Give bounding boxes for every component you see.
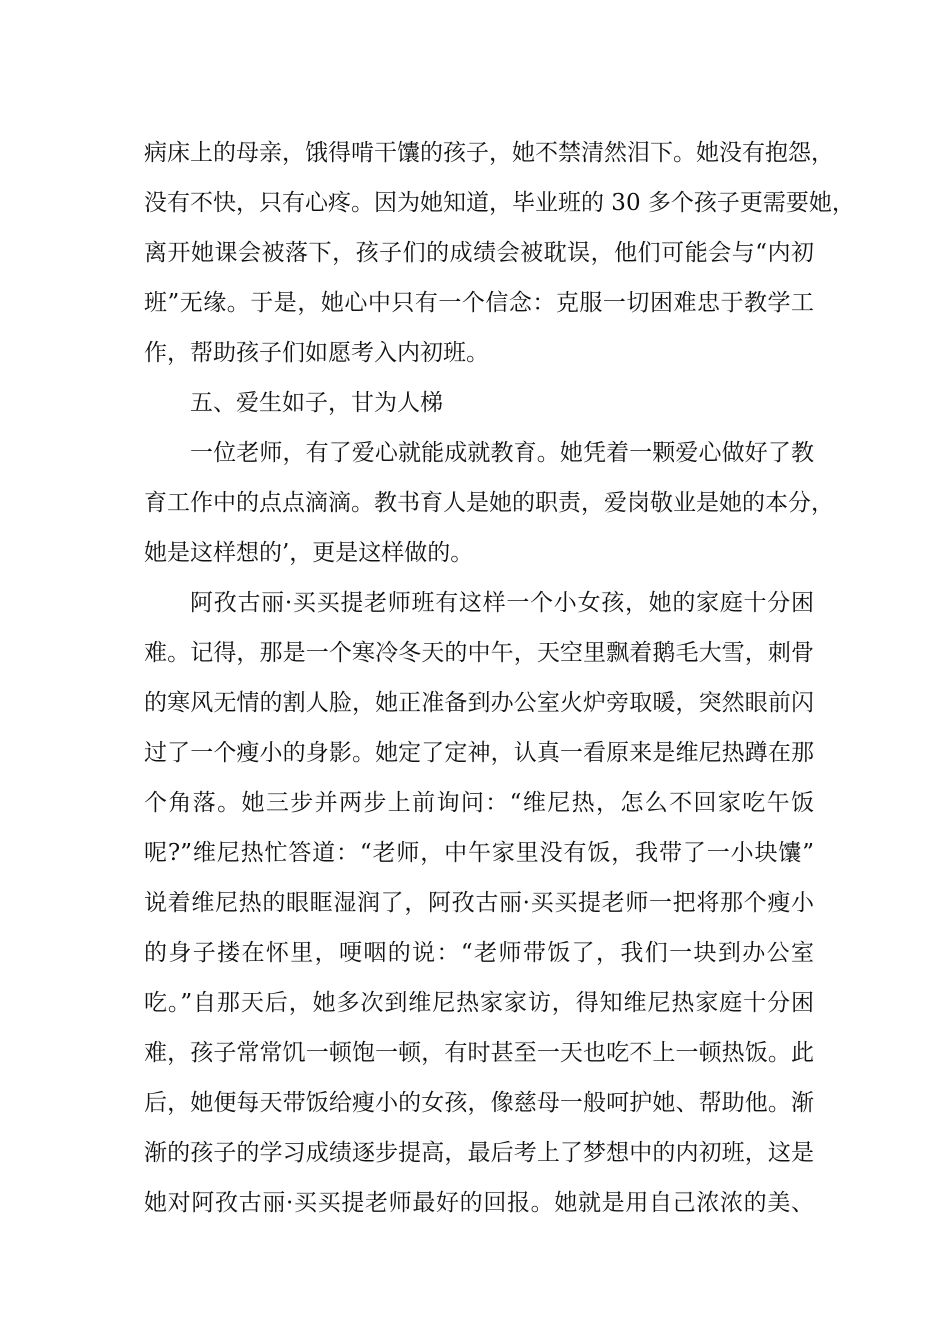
text-line: 吃。”自那天后，她多次到维尼热家家访，得知维尼热家庭十分困 <box>144 990 814 1016</box>
text-line: 她对阿孜古丽·买买提老师最好的回报。她就是用自己浓浓的美、 <box>144 1190 814 1216</box>
text-line: 病床上的母亲，饿得啃干馕的孩子，她不禁清然泪下。她没有抱怨， <box>144 140 834 166</box>
text-line: 阿孜古丽·买买提老师班有这样一个小女孩，她的家庭十分困 <box>190 590 814 616</box>
text-line: 难。记得，那是一个寒冷冬天的中午，天空里飘着鹅毛大雪，刺骨 <box>144 640 814 666</box>
text-line: 的寒风无情的割人脸，她正准备到办公室火炉旁取暖，突然眼前闪 <box>144 690 814 716</box>
text-line: 后，她便每天带饭给瘦小的女孩，像慈母一般呵护她、帮助他。渐 <box>144 1090 814 1116</box>
text-line: 呢?”维尼热忙答道：“老师，中午家里没有饭，我带了一小块馕” <box>144 840 814 866</box>
text-line: 难，孩子常常饥一顿饱一顿，有时甚至一天也吃不上一顿热饭。此 <box>144 1040 814 1066</box>
text-line: 一位老师，有了爱心就能成就教育。她凭着一颗爱心做好了教 <box>190 440 814 466</box>
text-line: 渐的孩子的学习成绩逐步提高，最后考上了梦想中的内初班，这是 <box>144 1140 814 1166</box>
text-line: 离开她课会被落下，孩子们的成绩会被耽误，他们可能会与“内初 <box>144 240 814 266</box>
text-line: 作，帮助孩子们如愿考入内初班。 <box>144 340 489 366</box>
text-line: 育工作中的点点滴滴。教书育人是她的职责，爱岗敬业是她的本分， <box>144 490 834 516</box>
text-line: 的身子搂在怀里，哽咽的说：“老师带饭了，我们一块到办公室 <box>144 940 814 966</box>
document-body <box>144 128 855 1228</box>
section-heading: 五、爱生如子，甘为人梯 <box>190 390 443 416</box>
text-line: 没有不快，只有心疼。因为她知道，毕业班的 30 多个孩子更需要她， <box>144 190 855 216</box>
text-line: 她是这样想的’，更是这样做的。 <box>144 540 474 566</box>
text-line: 说着维尼热的眼眶湿润了，阿孜古丽·买买提老师一把将那个瘦小 <box>144 890 814 916</box>
text-line: 班”无缘。于是，她心中只有一个信念：克服一切困难忠于教学工 <box>144 290 814 316</box>
text-line: 个角落。她三步并两步上前询问：“维尼热，怎么不回家吃午饭 <box>144 790 814 816</box>
text-line: 过了一个瘦小的身影。她定了定神，认真一看原来是维尼热蹲在那 <box>144 740 814 766</box>
